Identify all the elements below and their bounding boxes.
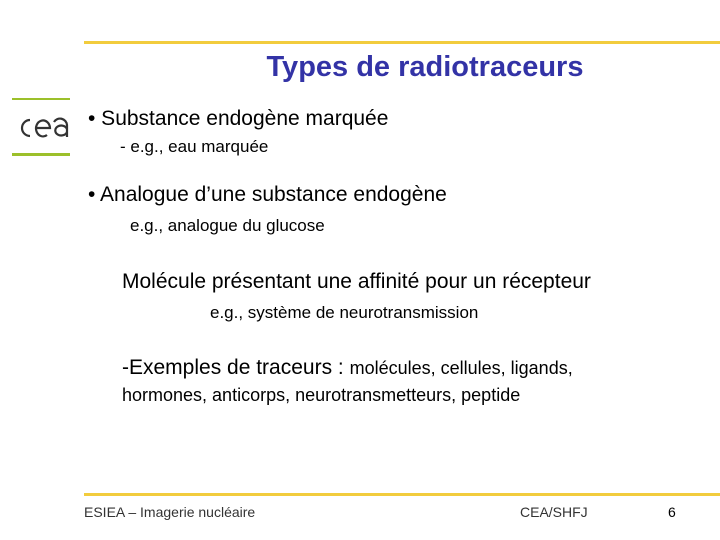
logo-bottom-bar: [12, 153, 70, 156]
logo-top-bar: [12, 98, 70, 100]
bullet-receptor-affinity: Molécule présentant une affinité pour un récepteur: [122, 270, 591, 293]
example-glucose-analogue: e.g., analogue du glucose: [130, 216, 325, 235]
header-rule: [84, 41, 720, 44]
example-neurotransmission: e.g., système de neurotransmission: [210, 303, 479, 322]
footer-course: ESIEA – Imagerie nucléaire: [84, 504, 256, 520]
bullet-analogue-substance: • Analogue d’une substance endogène: [88, 183, 447, 206]
tracer-examples-lead: -Exemples de traceurs :: [122, 356, 350, 379]
example-labelled-water: - e.g., eau marquée: [120, 137, 269, 156]
cea-logo-icon: [14, 113, 70, 143]
footer-institution: CEA/SHFJ: [520, 504, 588, 520]
footer-rule: [84, 493, 720, 496]
tracer-examples-list: molécules, cellules, ligands,: [349, 358, 573, 378]
tracer-examples-continued: hormones, anticorps, neurotransmetteurs, peptide: [122, 385, 521, 405]
slide-title: Types de radiotraceurs: [266, 51, 584, 83]
page-number: 6: [668, 504, 676, 520]
bullet-labelled-substance: • Substance endogène marquée: [88, 107, 389, 130]
tracer-examples-line: [122, 356, 573, 380]
cea-logo: [12, 98, 72, 158]
